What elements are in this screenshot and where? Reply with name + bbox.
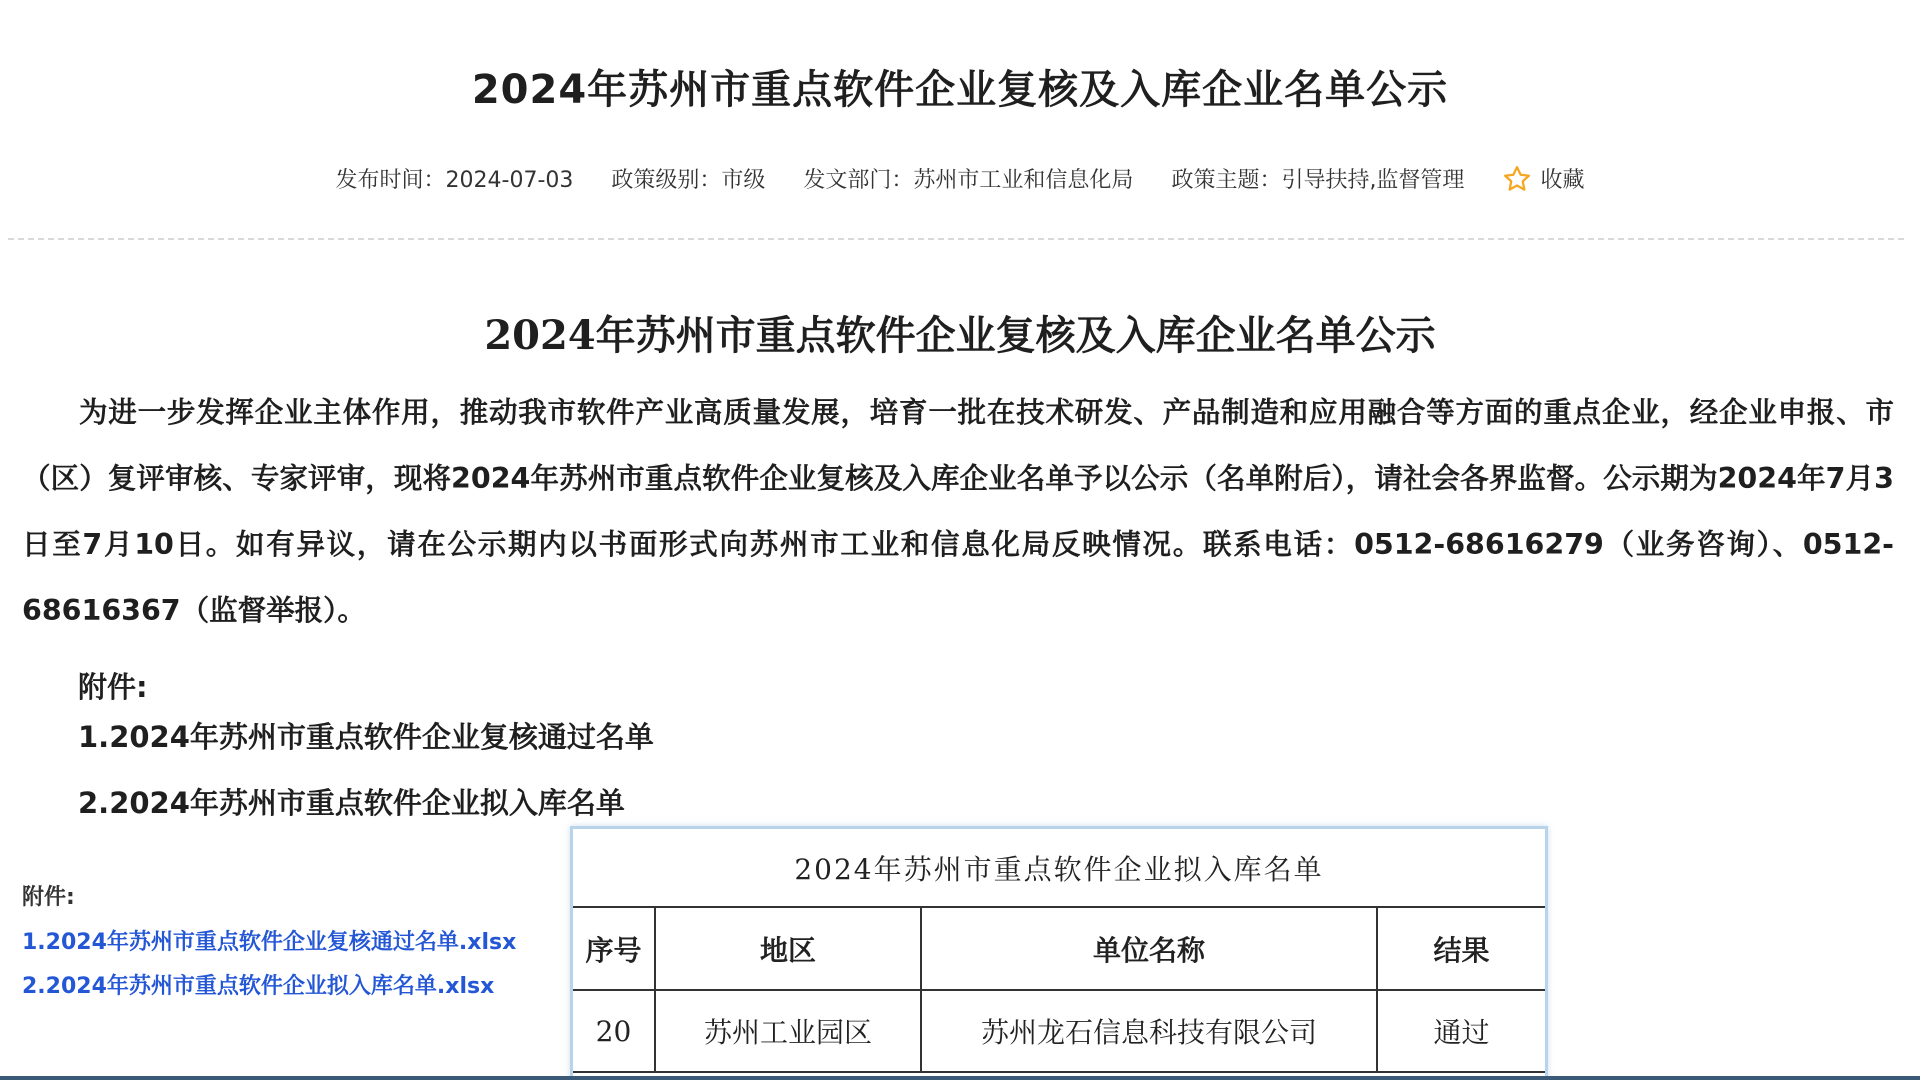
enterprise-table	[573, 908, 1545, 1073]
header-region: 地区	[655, 908, 921, 990]
star-icon[interactable]	[1502, 164, 1532, 194]
annex-item: 1.2024年苏州市重点软件企业复核通过名单	[78, 720, 654, 754]
divider	[8, 238, 1904, 240]
list-table-card	[570, 826, 1548, 1080]
attachment-link-proposed-entry[interactable]: 2.2024年苏州市重点软件企业拟入库名单.xlsx	[22, 974, 495, 999]
meta-bar	[0, 163, 1920, 194]
attachments-label: 附件:	[22, 885, 75, 910]
table-row	[573, 990, 1545, 1072]
attachment-link-review-passed[interactable]: 1.2024年苏州市重点软件企业复核通过名单.xlsx	[22, 930, 517, 955]
publish-date: 发布时间：2024-07-03	[335, 168, 574, 193]
cell-index: 20	[573, 990, 655, 1072]
policy-theme: 政策主题：引导扶持,监督管理	[1171, 168, 1465, 193]
header-index: 序号	[573, 908, 655, 990]
issuing-department: 发文部门：苏州市工业和信息化局	[803, 168, 1134, 193]
cell-result: 通过	[1377, 990, 1545, 1072]
page-title: 2024年苏州市重点软件企业复核及入库企业名单公示	[471, 67, 1449, 113]
bottom-strip	[0, 1076, 1920, 1080]
annex-heading: 附件:	[78, 670, 148, 704]
cell-region: 苏州工业园区	[655, 990, 921, 1072]
favorite-label[interactable]: 收藏	[1540, 168, 1585, 193]
article-title: 2024年苏州市重点软件企业复核及入库企业名单公示	[484, 312, 1436, 359]
header-result: 结果	[1377, 908, 1545, 990]
article-body: 为进一步发挥企业主体作用，推动我市软件产业高质量发展，培育一批在技术研发、产品制造和应用融合等方面的重点企业，经企业申报、市（区）复评审核、专家评审，现将2024年苏州市重点软件企业复核及入库企业名单予以公示（名单附后），请社会各界监督。公示期为2024年7月3日至7月10日。如有异议，请在公示期内以书面形式向苏州市工业和信息化局反映情况。联系电话：0512-68616279（业务咨询）、0512-68616367（监督举报）。	[22, 396, 1894, 627]
favorite-button[interactable]	[1502, 163, 1584, 194]
annex-item: 2.2024年苏州市重点软件企业拟入库名单	[78, 786, 625, 820]
cell-company: 苏州龙石信息科技有限公司	[921, 990, 1377, 1072]
table-header-row	[573, 908, 1545, 990]
table-caption: 2024年苏州市重点软件企业拟入库名单	[573, 829, 1545, 908]
header-company: 单位名称	[921, 908, 1377, 990]
policy-level: 政策级别：市级	[611, 168, 766, 193]
